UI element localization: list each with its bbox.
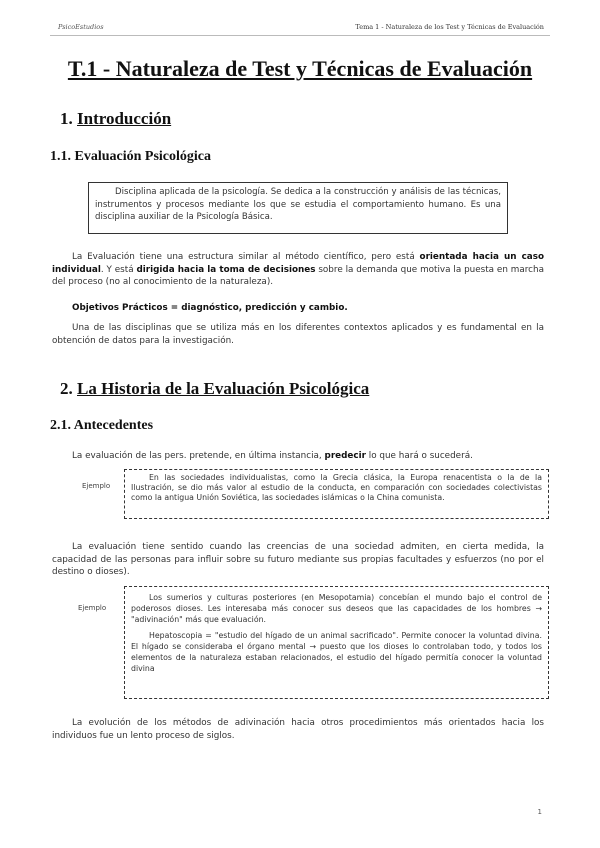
section-1-number: 1. (60, 109, 73, 128)
p1-bold-2: dirigida hacia la toma de decisiones (136, 264, 316, 275)
definition-box: Disciplina aplicada de la psicología. Se dedica a la construcción y análisis de las técnicas, instrumentos y procesos mediante los que se estudia el comportamiento humano. Es una disciplina auxiliar de la Psicología Básica. (88, 182, 508, 234)
p1-bold-1: orientada hacia un caso individual (52, 252, 545, 275)
example-1-box: En las sociedades individualistas, como la Grecia clásica, la Europa renacentista o la de la Ilustración, se dio más valor al estudio de la conducta, en comparación con sociedades colectivistas como la antigua Unión Soviética, las sociedades islámicas o la China comunista. (124, 469, 549, 519)
example-1-label: Ejemplo (82, 482, 111, 490)
p21-bold: predecir (324, 451, 366, 461)
objetivos-text: Objetivos Prácticos = diagnóstico, predicción y cambio. (72, 303, 348, 313)
page-number: 1 (537, 808, 542, 816)
document-title: T.1 - Naturaleza de Test y Técnicas de Evaluación (67, 56, 533, 81)
subsection-1-1-heading: 1.1. Evaluación Psicológica (50, 149, 211, 164)
example-2-box (124, 586, 549, 699)
p21-text-a: La evaluación de las pers. pretende, en última instancia, (72, 451, 325, 461)
section-2-number: 2. (60, 379, 73, 398)
p1-text-c: . Y está (100, 264, 137, 275)
example-2-label: Ejemplo (78, 604, 107, 612)
header-rule (50, 35, 550, 36)
example-2-para-2: Hepatoscopia = "estudio del hígado de un animal sacrificado". Permite conocer la voluntad divina. El hígado se consideraba el órgano mental → puesto que los dioses lo controlaban todo, y todos los elementos de la naturaleza estaban relacionados, el estudio del hígado permitía conocer la voluntad divina (131, 630, 542, 674)
section-2-heading (60, 379, 369, 399)
p1-text-a: La Evaluación tiene una estructura similar al método científico, pero está (72, 252, 420, 262)
section-1-heading (60, 109, 171, 129)
objetivos-practicos (52, 302, 544, 315)
p1-text-d: sobre la demanda que motiva la puesta en marcha del proceso (no al conocimiento de la naturaleza). (52, 264, 544, 288)
paragraph-disciplinas: Una de las disciplinas que se utiliza más en los diferentes contextos aplicados y es fundamental en la obtención de datos para la investigación. (52, 323, 544, 346)
paragraph-adivinacion: La evolución de los métodos de adivinación hacia otros procedimientos más orientados hacia los individuos fue un lento proceso de siglos. (52, 718, 544, 741)
paragraph-predecir (52, 450, 544, 463)
section-2-title: La Historia de la Evaluación Psicológica (77, 379, 370, 398)
header-left: PsicoEstudios (58, 23, 104, 31)
example-2-para-1: Los sumerios y culturas posteriores (en Mesopotamia) concebían el mundo bajo el control de poderosos dioses. Les interesaba más conocer sus deseos que las capacidades de los hombres → "adivinación" más que evaluación. (131, 593, 542, 625)
section-1-title: Introducción (77, 109, 172, 128)
header-right: Tema 1 - Naturaleza de los Test y Técnicas de Evaluación (355, 23, 544, 31)
p21-text-c: lo que hará o sucederá. (365, 451, 473, 461)
paragraph-evaluacion-estructura (52, 251, 544, 289)
subsection-2-1-heading: 2.1. Antecedentes (50, 418, 154, 433)
paragraph-creencias: La evaluación tiene sentido cuando las creencias de una sociedad admiten, en cierta medida, la capacidad de las personas para influir sobre su futuro mediante sus propias facultades y esfuerzos (no por el destino o dioses). (52, 542, 544, 578)
